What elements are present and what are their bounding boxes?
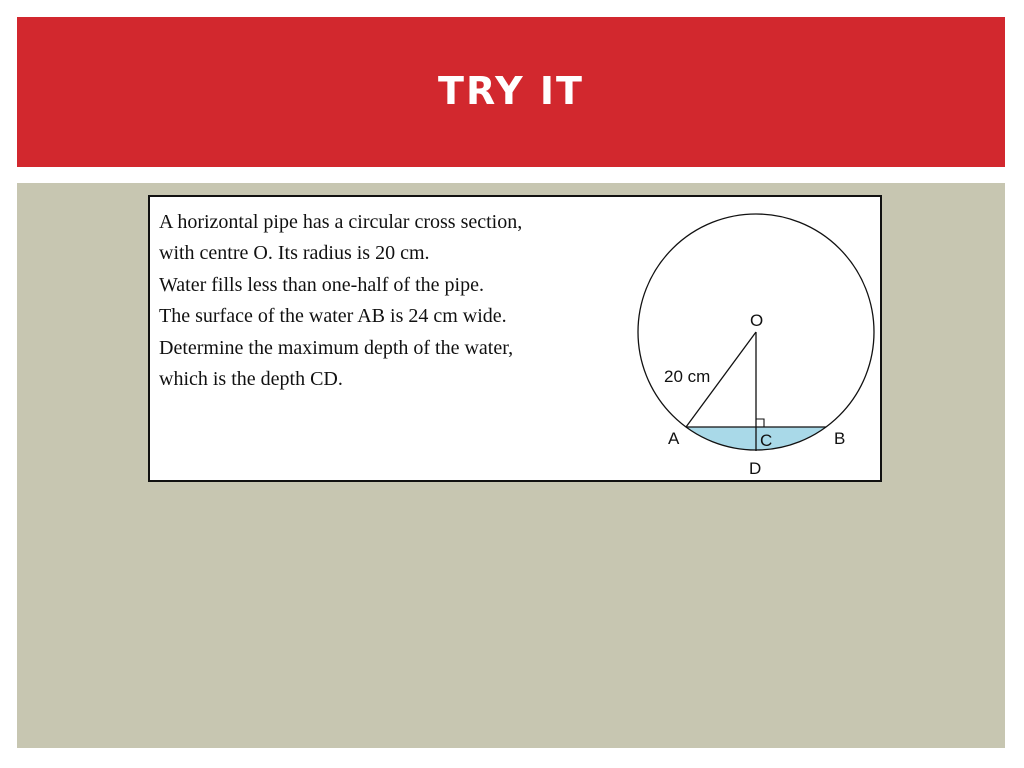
label-a: A (668, 429, 680, 448)
problem-line-2: with centre O. Its radius is 20 cm. (159, 242, 430, 265)
label-c: C (760, 431, 773, 450)
problem-box (148, 195, 882, 482)
slide-title: TRY IT (438, 69, 584, 113)
pipe-diagram (150, 197, 884, 484)
right-angle-mark (756, 419, 764, 427)
title-bar (17, 17, 1005, 167)
label-d: D (749, 459, 762, 478)
problem-line-5: Determine the maximum depth of the water, (159, 336, 514, 359)
problem-line-6: which is the depth CD. (159, 368, 343, 391)
label-radius: 20 cm (664, 367, 711, 386)
label-o: O (750, 311, 764, 330)
problem-line-4: The surface of the water AB is 24 cm wide. (159, 305, 507, 328)
problem-line-3: Water fills less than one-half of the pipe. (159, 273, 484, 296)
problem-line-1: A horizontal pipe has a circular cross section, (159, 211, 523, 233)
label-b: B (834, 429, 846, 448)
